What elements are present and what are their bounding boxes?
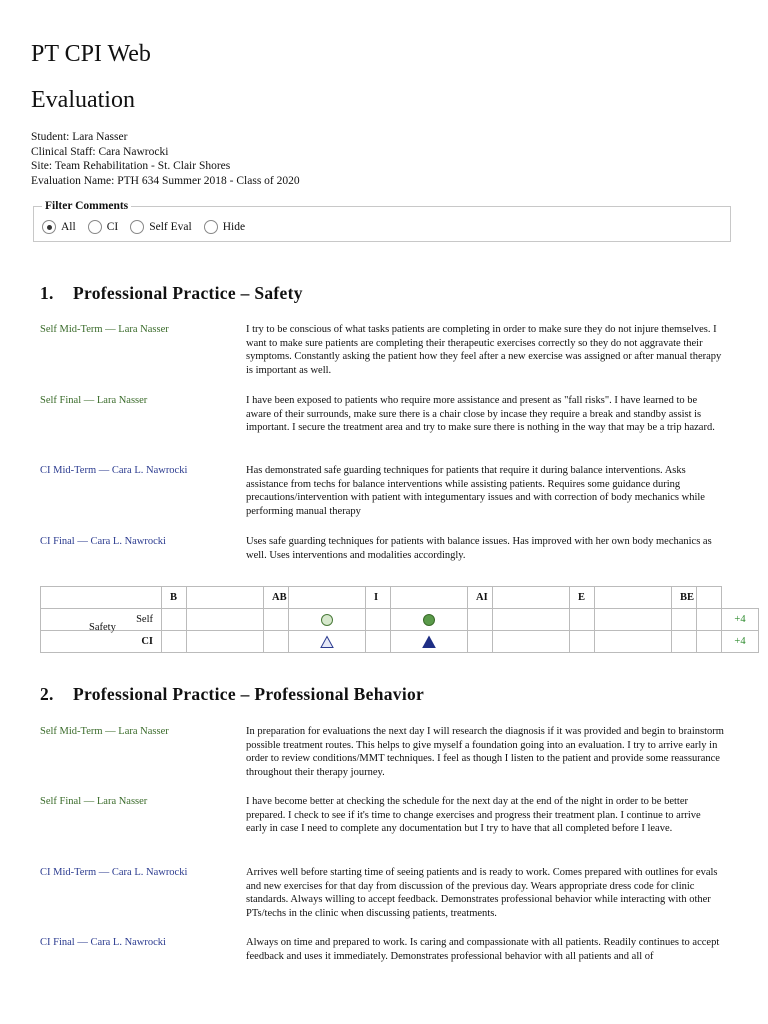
filter-hide-radio[interactable]: Hide bbox=[204, 220, 245, 234]
comment-text: Arrives well before starting time of seeing patients and is ready to work. Comes prepared with outlines for evals and new exercises for that day from discussion of the previous day. Wears appropriate dress code for clinic standards. Always willing to accept feedback. Demonstrates professional behavior while interacting with other PTs/techs in the clinic when discussing patients, treatments. bbox=[246, 867, 718, 919]
rating-header-ab: AB bbox=[264, 587, 289, 609]
radio-icon[interactable] bbox=[88, 220, 102, 234]
ci-final-triangle-marker bbox=[422, 635, 436, 649]
comment-text: I try to be conscious of what tasks patients are completing in order to make sure they do not injure themselves. I want to make sure patients are completing their therapeutic exercises correctly so they do not aggravate their symptoms. Constantly asking the patient how they feel after a new exercise was assigned or after manual therapy is important as well. bbox=[246, 324, 722, 376]
site-name: Site: Team Rehabilitation - St. Clair Shores bbox=[31, 160, 231, 172]
comment-author: Self Final — Lara Nasser bbox=[40, 796, 148, 807]
rating-change-ci: +4 bbox=[722, 631, 759, 653]
comment-text: I have become better at checking the schedule for the next day at the end of the night in order to be better prepared. I check to see if it's time to change exercises and progress their treatment plan. I continue to arrive early in case I need to complete any documentation but I try to have that all completed before I leave. bbox=[246, 796, 701, 834]
filter-legend: Filter Comments bbox=[45, 200, 129, 212]
comment-self-final bbox=[40, 394, 730, 454]
page-title-line2: Evaluation bbox=[31, 87, 135, 113]
rating-table-safety bbox=[40, 586, 759, 653]
rating-header-be: BE bbox=[672, 587, 697, 609]
comment-text: Always on time and prepared to work. Is caring and compassionate with all patients. Readily continues to accept feedback and uses it immediately. Demonstrates professional behavior with all patients and all of bbox=[246, 937, 720, 962]
evaluation-meta bbox=[31, 130, 300, 188]
comment-self-midterm bbox=[40, 725, 730, 785]
section-title-safety: 1. Professional Practice – Safety bbox=[40, 283, 303, 303]
radio-selected-icon[interactable] bbox=[42, 220, 56, 234]
comment-text: I have been exposed to patients who require more assistance and present as "fall risks". I have learned to be aware of their surrounds, make sure there is a chair close by incase they require a break and standby assist is important. I secure the treatment area and try to make sure there is nothing in the way that may be a trip hazard. bbox=[246, 395, 715, 433]
rating-label-ci: CI bbox=[141, 636, 153, 647]
comment-author: Self Mid-Term — Lara Nasser bbox=[40, 726, 169, 737]
section-title-professional-behavior: 2. Professional Practice – Professional Behavior bbox=[40, 684, 425, 704]
comment-ci-final bbox=[40, 936, 730, 966]
comment-author: CI Final — Cara L. Nawrocki bbox=[40, 536, 166, 547]
filter-self-eval-radio[interactable]: Self Eval bbox=[130, 220, 191, 234]
rating-header-e: E bbox=[570, 587, 595, 609]
ci-midterm-triangle-marker bbox=[320, 635, 334, 649]
rating-row-label-safety: Safety bbox=[89, 622, 116, 633]
comment-self-final bbox=[40, 795, 730, 855]
comment-ci-midterm bbox=[40, 866, 730, 926]
rating-row-ci bbox=[41, 631, 759, 653]
comment-text: Uses safe guarding techniques for patients with balance issues. Has improved with her own body mechanics as well. Uses interventions and modalities accordingly. bbox=[246, 536, 712, 561]
rating-row-self bbox=[41, 609, 759, 631]
filter-comments bbox=[33, 200, 731, 242]
comment-author: CI Final — Cara L. Nawrocki bbox=[40, 937, 166, 948]
comment-ci-midterm bbox=[40, 464, 730, 524]
evaluation-name: Evaluation Name: PTH 634 Summer 2018 - Class of 2020 bbox=[31, 174, 300, 187]
student-name: Student: Lara Nasser bbox=[31, 131, 128, 143]
filter-all-radio[interactable]: All bbox=[42, 220, 76, 234]
rating-header-row bbox=[41, 587, 759, 609]
comment-self-midterm bbox=[40, 323, 730, 383]
comment-text: In preparation for evaluations the next day I will research the diagnosis if it was provided and begin to brainstorm possible treatment routes. This helps to give myself a foundation going into an evaluation. I try to arrive early in order to review conditions/MMT techniques. I feel as though I listen to the patient and provide some reassurance throughout their therapy journey. bbox=[246, 726, 724, 778]
comment-author: CI Mid-Term — Cara L. Nawrocki bbox=[40, 867, 188, 878]
comment-text: Has demonstrated safe guarding techniques for patients that require it during balance interventions. Asks assistance from techs for balance interventions while assisting patients. Requires some guidance during precautions/intervention with patient with integumentary issues and with correction of body mechanics while performing manual therapy bbox=[246, 465, 705, 517]
comment-author: Self Mid-Term — Lara Nasser bbox=[40, 324, 169, 335]
filter-ci-radio[interactable]: CI bbox=[88, 220, 119, 234]
comment-author: CI Mid-Term — Cara L. Nawrocki bbox=[40, 465, 188, 476]
rating-header-b: B bbox=[162, 587, 187, 609]
rating-header-i: I bbox=[366, 587, 391, 609]
rating-change-self: +4 bbox=[722, 609, 759, 631]
rating-header-ai: AI bbox=[468, 587, 493, 609]
page-title-line1: PT CPI Web bbox=[31, 41, 151, 67]
radio-icon[interactable] bbox=[204, 220, 218, 234]
comment-author: Self Final — Lara Nasser bbox=[40, 395, 148, 406]
self-final-circle-marker bbox=[422, 613, 436, 627]
radio-icon[interactable] bbox=[130, 220, 144, 234]
rating-label-self: Self bbox=[136, 614, 153, 625]
comment-ci-final bbox=[40, 535, 730, 565]
self-midterm-circle-marker bbox=[320, 613, 334, 627]
clinical-staff: Clinical Staff: Cara Nawrocki bbox=[31, 145, 169, 158]
